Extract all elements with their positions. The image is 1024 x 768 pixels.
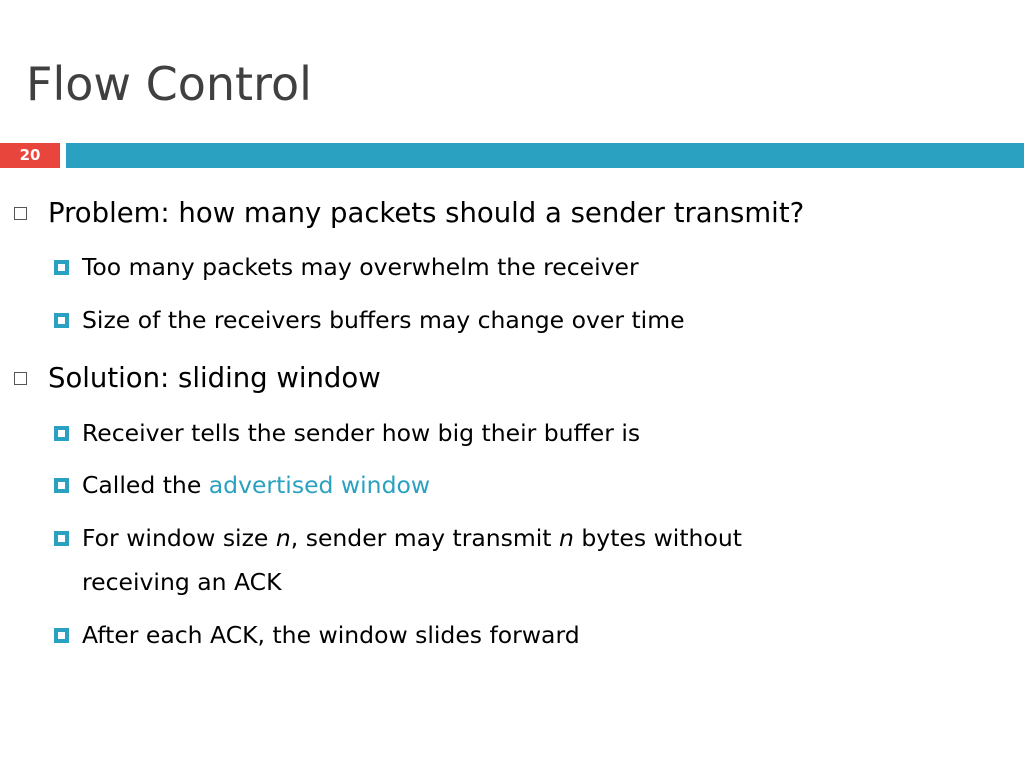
hollow-square-bullet-icon [14, 372, 27, 385]
hollow-square-bullet-icon [14, 207, 27, 220]
bullet-window-size [82, 521, 742, 555]
slide-number-badge: 20 [0, 143, 60, 168]
filled-square-bullet-icon [54, 313, 69, 328]
bullet-window-size-continued: receiving an ACK [82, 568, 282, 596]
bullet-after-ack: After each ACK, the window slides forward [82, 621, 580, 649]
highlighted-term: advertised window [208, 471, 431, 499]
bullet-advertised-window [82, 468, 430, 502]
bullet-too-many-packets: Too many packets may overwhelm the receiver [82, 253, 639, 281]
filled-square-bullet-icon [54, 531, 69, 546]
bullet-text: bytes without [573, 524, 742, 552]
bullet-text: For window size [82, 524, 276, 552]
bullet-buffer-size: Size of the receivers buffers may change over time [82, 306, 685, 334]
bullet-solution: Solution: sliding window [48, 362, 381, 394]
filled-square-bullet-icon [54, 426, 69, 441]
bullet-receiver-tells: Receiver tells the sender how big their buffer is [82, 419, 641, 447]
filled-square-bullet-icon [54, 260, 69, 275]
bullet-text: Called the [82, 471, 209, 499]
variable-n: n [275, 524, 291, 552]
bullet-text: , sender may transmit [290, 524, 559, 552]
filled-square-bullet-icon [54, 628, 69, 643]
filled-square-bullet-icon [54, 478, 69, 493]
variable-n: n [559, 524, 574, 552]
bullet-problem: Problem: how many packets should a sender transmit? [48, 197, 805, 229]
slide-title: Flow Control [26, 57, 312, 111]
